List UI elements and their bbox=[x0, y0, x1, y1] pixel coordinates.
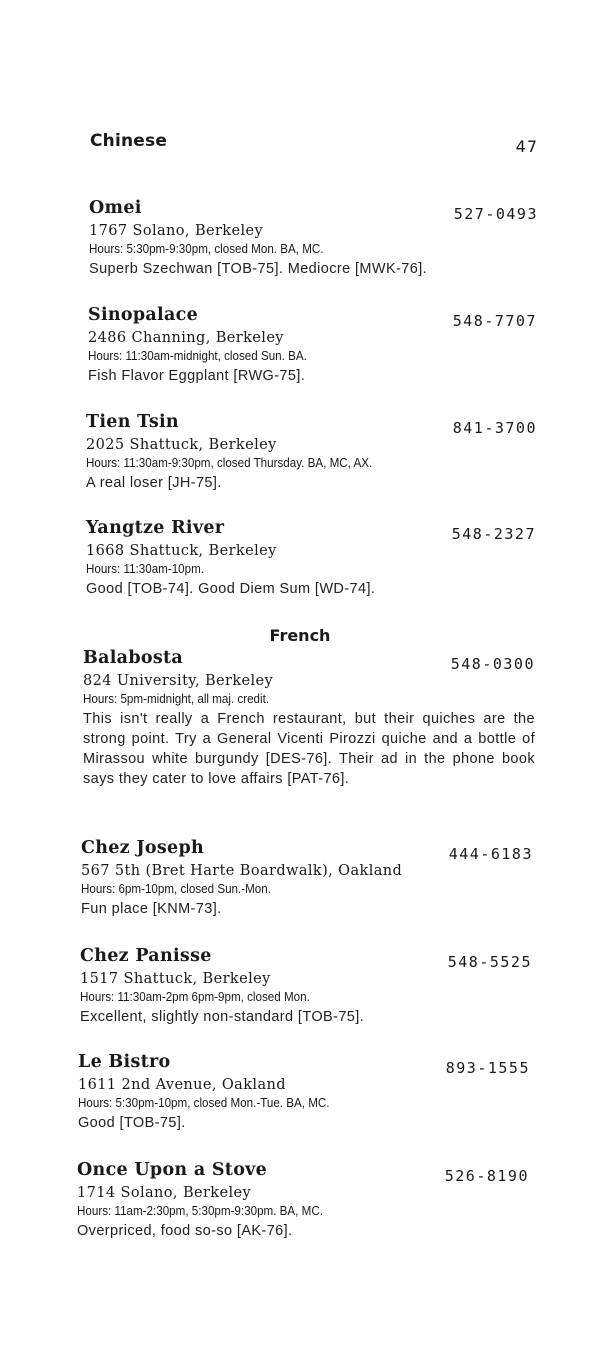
restaurant-entry bbox=[80, 946, 532, 1027]
restaurant-entry bbox=[88, 305, 537, 386]
restaurant-address: 2025 Shattuck, Berkeley bbox=[86, 437, 277, 453]
restaurant-phone: 548-5525 bbox=[447, 953, 532, 971]
subsection-header: French bbox=[269, 626, 331, 645]
restaurant-address: 1668 Shattuck, Berkeley bbox=[86, 543, 277, 559]
restaurant-hours: Hours: 5:30pm-10pm, closed Mon.-Tue. BA, MC. bbox=[78, 1096, 330, 1110]
restaurant-review: Overpriced, food so-so [AK-76]. bbox=[77, 1223, 293, 1239]
restaurant-name: Tien Tsin bbox=[86, 412, 179, 432]
restaurant-phone: 527-0493 bbox=[453, 205, 538, 223]
restaurant-name: Once Upon a Stove bbox=[77, 1160, 268, 1180]
restaurant-review: Fish Flavor Eggplant [RWG-75]. bbox=[88, 368, 306, 384]
restaurant-review: This isn't really a French restaurant, but their quiches are the strong point. Try a General Vicenti Pirozzi quiche and a bottle of Mirassou white burgundy [DES-76]. Their ad in the phone book says they cater to love affairs [PAT-76]. bbox=[83, 711, 535, 787]
restaurant-entry bbox=[86, 518, 536, 599]
restaurant-hours: Hours: 11:30am-2pm 6pm-9pm, closed Mon. bbox=[80, 990, 310, 1004]
restaurant-address: 2486 Channing, Berkeley bbox=[88, 330, 284, 346]
restaurant-entry bbox=[86, 412, 537, 493]
restaurant-hours: Hours: 11:30am-9:30pm, closed Thursday. BA, MC, AX. bbox=[86, 456, 373, 470]
restaurant-hours: Hours: 5:30pm-9:30pm, closed Mon. BA, MC. bbox=[89, 242, 324, 256]
restaurant-hours: Hours: 5pm-midnight, all maj. credit. bbox=[83, 692, 270, 706]
restaurant-phone: 548-7707 bbox=[452, 312, 537, 330]
restaurant-hours: Hours: 6pm-10pm, closed Sun.-Mon. bbox=[81, 882, 271, 896]
restaurant-review: Fun place [KNM-73]. bbox=[81, 901, 222, 917]
restaurant-phone: 526-8190 bbox=[444, 1167, 529, 1185]
restaurant-review: A real loser [JH-75]. bbox=[86, 475, 222, 491]
restaurant-entry bbox=[83, 648, 535, 789]
restaurant-phone: 548-0300 bbox=[450, 655, 535, 673]
restaurant-name: Le Bistro bbox=[78, 1052, 171, 1072]
section-header: Chinese bbox=[90, 131, 168, 151]
restaurant-address: 1767 Solano, Berkeley bbox=[89, 223, 264, 239]
restaurant-name: Sinopalace bbox=[88, 305, 199, 325]
restaurant-address: 1714 Solano, Berkeley bbox=[77, 1185, 252, 1201]
restaurant-review: Excellent, slightly non-standard [TOB-75]. bbox=[80, 1009, 365, 1025]
restaurant-address: 1611 2nd Avenue, Oakland bbox=[78, 1077, 286, 1093]
page-number: 47 bbox=[515, 137, 538, 156]
restaurant-hours: Hours: 11am-2:30pm, 5:30pm-9:30pm. BA, MC. bbox=[77, 1204, 323, 1218]
restaurant-entry bbox=[81, 838, 533, 919]
restaurant-hours: Hours: 11:30am-midnight, closed Sun. BA. bbox=[88, 349, 307, 363]
restaurant-entry bbox=[77, 1160, 529, 1241]
restaurant-name: Chez Panisse bbox=[80, 946, 212, 966]
restaurant-phone: 444-6183 bbox=[448, 845, 533, 863]
restaurant-hours: Hours: 11:30am-10pm. bbox=[86, 562, 205, 576]
restaurant-name: Omei bbox=[89, 198, 142, 218]
restaurant-review: Good [TOB-74]. Good Diem Sum [WD-74]. bbox=[86, 581, 376, 597]
restaurant-name: Balabosta bbox=[83, 648, 184, 668]
restaurant-entry bbox=[78, 1052, 530, 1133]
restaurant-phone: 893-1555 bbox=[445, 1059, 530, 1077]
restaurant-address: 1517 Shattuck, Berkeley bbox=[80, 971, 271, 987]
restaurant-phone: 841-3700 bbox=[452, 419, 537, 437]
restaurant-name: Yangtze River bbox=[86, 518, 225, 538]
restaurant-name: Chez Joseph bbox=[81, 838, 205, 858]
restaurant-phone: 548-2327 bbox=[451, 525, 536, 543]
restaurant-entry bbox=[89, 198, 538, 279]
restaurant-address: 824 University, Berkeley bbox=[83, 673, 274, 689]
restaurant-review: Good [TOB-75]. bbox=[78, 1115, 186, 1131]
restaurant-review: Superb Szechwan [TOB-75]. Mediocre [MWK-76]. bbox=[89, 261, 428, 277]
restaurant-address: 567 5th (Bret Harte Boardwalk), Oakland bbox=[81, 863, 403, 879]
